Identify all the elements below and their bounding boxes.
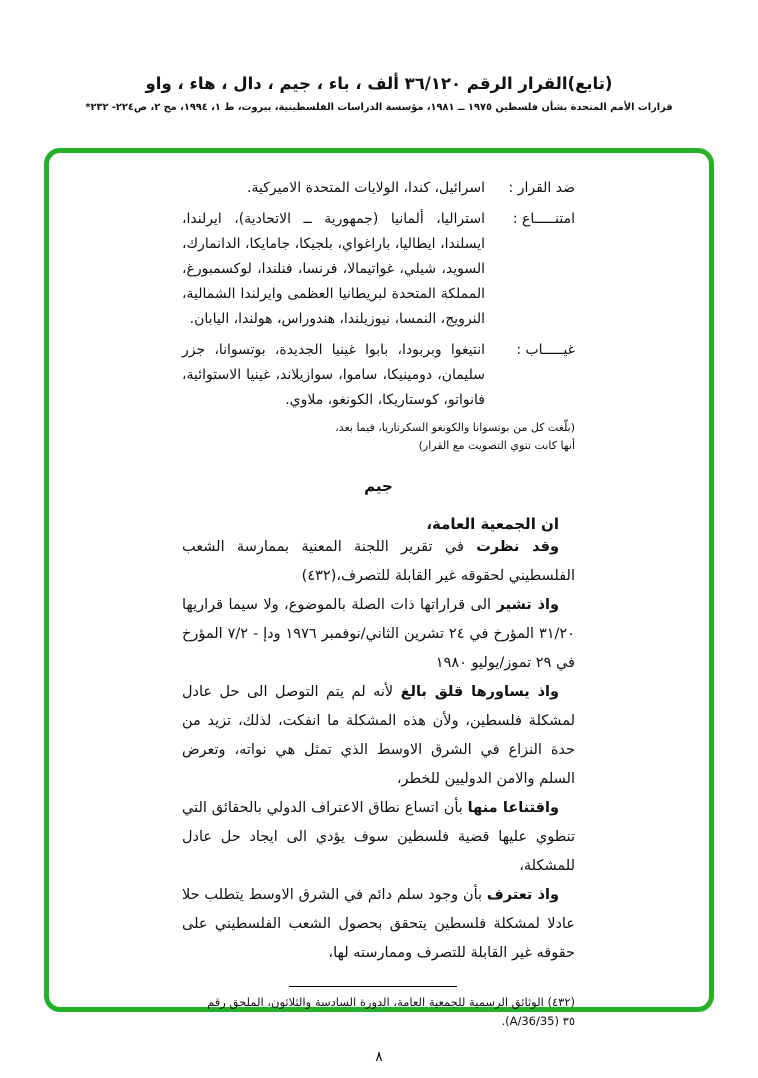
paragraph-text: بأن وجود سلم دائم في الشرق الاوسط يتطلب حلا عادلا لمشكلة فلسطين يتحقق بحصول الشعب الفلسطيني على حقوقه غير القابلة للتصرف وممارسته لها، [182,887,575,961]
vote-absent-row [182,338,575,413]
paragraph-lead: وقد نظرت [476,539,560,555]
document-body [182,176,575,1031]
paragraph-text: بأن اتساع نطاق الاعتراف الدولي بالحقائق التي تنطوي عليها قضية فلسطين سوف يؤدي الى ايجاد حل عادل للمشكلة، [182,800,575,874]
footnote-divider [289,986,457,987]
vote-abstain-row [182,207,575,332]
paragraph-lead: واقتناعا منها [467,800,559,816]
vote-absent-countries: انتيغوا وبربودا، بابوا غينيا الجديدة، بوتسوانا، جزر سليمان، دومينيكا، ساموا، سوازيلاند، غينيا الاستوائية، فانواتو، كوستاريكا، الكونغو، ملاوي. [182,342,485,408]
document-title: (تابع)القرار الرقم ٣٦/١٢٠ ألف ، باء ، جيم ، دال ، هاء ، واو [145,74,613,93]
document-header [0,74,758,113]
section-heading: جيم [364,477,393,495]
paragraph [182,591,575,678]
paragraph-text: في تقرير اللجنة المعنية بممارسة الشعب الفلسطيني لحقوقه غير القابلة للتصرف،(٤٣٢) [182,539,575,584]
vote-abstain-label: امتنـــــاع : [512,211,575,227]
paragraph [182,678,575,794]
footnote-block [182,986,575,1031]
paragraph-text: الى قراراتها ذات الصلة بالموضوع، ولا سيما قراريها ٣١/٢٠ المؤرخ في ٢٤ تشرين الثاني/نوفمبر ١٩٧٦ ودإ - ٧/٢ المؤرخ في ٢٩ تموز/يوليو ١٩٨٠ [182,597,575,671]
paragraph-lead: واذ تشير [496,597,559,613]
footnote-line-1: (٤٣٢) الوثائق الرسمية للجمعية العامة، الدورة السادسة والثلاثون، الملحق رقم [207,995,575,1009]
secretariat-note: (بلّغت كل من بوتسوانا والكونغو السكرتاريا، فيما بعد، أنها كانت تنوي التصويت مع القرار) [335,421,575,452]
paragraph-lead: واذ تعترف [486,887,559,903]
paragraph [182,881,575,968]
assembly-intro: ان الجمعية العامة، [426,515,559,533]
vote-absent-label: غيـــــاب : [516,342,575,358]
vote-against-countries: اسرائيل، كندا، الولايات المتحدة الاميركية. [247,180,485,196]
paragraph-lead: واذ يساورها قلق بالغ [400,684,559,700]
page-number: ٨ [375,1049,383,1065]
paragraph-text: لأنه لم يتم التوصل الى حل عادل لمشكلة فلسطين، ولأن هذه المشكلة ما انفكت، لذلك، تزيد من حدة النزاع في الشرق الاوسط الذي تمثل هي نواته، وتعرض السلم والامن الدوليين للخطر، [182,684,575,787]
vote-abstain-countries: استراليا، ألمانيا (جمهورية ــ الاتحادية)، ايرلندا، ايسلندا، ايطاليا، باراغواي، بلجيكا، جامايكا، الدانمارك، السويد، شيلي، غواتيمالا، فرنسا، فنلندا، لوكسمبورغ، المملكة المتحدة لبريطانيا العظمى وايرلندا الشمالية، النرويج، النمسا، نيوزيلندا، هندوراس، هولندا، اليابان. [182,211,485,327]
paragraph [182,794,575,881]
paragraph [182,533,575,591]
vote-against-row [182,176,575,201]
vote-against-label: ضد القرار : [508,180,575,196]
footnote-line-2: ٣٥ (A/36/35). [501,1014,575,1028]
source-citation: قرارات الأمم المتحدة بشأن فلسطين ١٩٧٥ ــ ١٩٨١، مؤسسة الدراسات الفلسطينية، بيروت، ط ١، ١٩٩٤، مج ٢، ص٢٢٤- ٢٣٢* [85,102,673,113]
